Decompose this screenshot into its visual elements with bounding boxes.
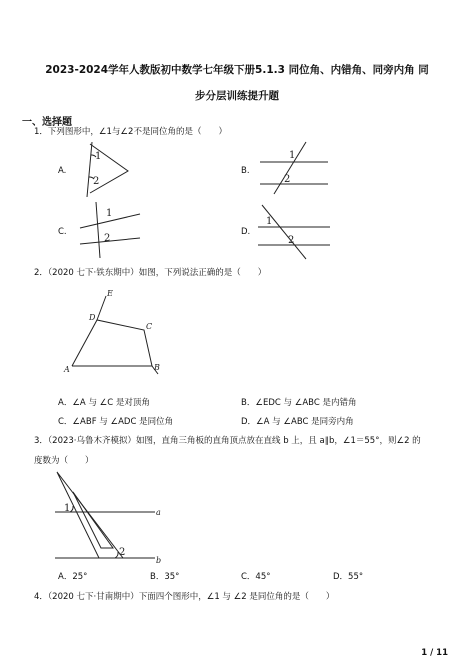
document-title-line1: 2023-2024学年人教版初中数学七年级下册5.1.3 同位角、内错角、同旁内角 同 (45, 64, 429, 76)
svg-text:C: C (146, 322, 153, 331)
q2-option-d: D．∠A 与 ∠ABC 是同旁内角 (241, 417, 354, 427)
q1-figure-c (78, 200, 148, 260)
svg-text:B: B (154, 363, 160, 372)
q1-figure-b (256, 140, 336, 195)
question-3-text-line1: 3．（2023·乌鲁木齐模拟）如图，直角三角板的直角顶点放在直线 b 上，且 a∥b，∠1＝55°，则∠2 的 (34, 436, 421, 446)
svg-text:1: 1 (266, 216, 273, 227)
svg-text:2: 2 (93, 176, 100, 187)
question-1-text: 1．下列图形中，∠1与∠2不是同位角的是（ ） (34, 127, 227, 137)
q1-option-d-label: D. (241, 227, 251, 237)
svg-text:a: a (156, 508, 161, 517)
q1-figure-d (256, 203, 336, 263)
q2-quadrilateral-figure (60, 286, 170, 376)
svg-text:1: 1 (64, 503, 71, 514)
q3-option-d: D．55° (333, 572, 364, 582)
q2-option-c: C．∠ABF 与 ∠ADC 是同位角 (58, 417, 174, 427)
svg-text:D: D (89, 313, 96, 322)
svg-text:1: 1 (289, 150, 296, 161)
question-4-text: 4．（2020 七下·甘南期中）下面四个图形中，∠1 与 ∠2 是同位角的是（ ） (34, 592, 335, 602)
q1-option-c-label: C. (58, 227, 67, 237)
section-heading: 一、选择题 (22, 117, 72, 128)
question-3-text-line2: 度数为（ ） (34, 456, 94, 466)
q2-option-b: B．∠EDC 与 ∠ABC 是内错角 (241, 398, 357, 408)
document-title-line2: 步分层训练提升题 (195, 90, 279, 102)
q3-option-b: B．35° (150, 572, 180, 582)
svg-text:2: 2 (104, 233, 111, 244)
question-2-text: 2．（2020 七下·铁东期中）如图，下列说法正确的是（ ） (34, 268, 267, 278)
svg-text:A: A (64, 365, 70, 374)
q3-option-a: A．25° (58, 572, 88, 582)
q1-figure-a (80, 142, 140, 197)
svg-text:2: 2 (284, 174, 291, 185)
page-number: 1 / 11 (421, 648, 448, 658)
q2-option-a: A．∠A 与 ∠C 是对顶角 (58, 398, 150, 408)
svg-text:2: 2 (119, 547, 126, 558)
q1-option-a-label: A. (58, 166, 67, 176)
svg-text:b: b (156, 556, 162, 565)
q3-triangle-figure (55, 466, 175, 566)
svg-text:2: 2 (288, 235, 295, 246)
q3-option-c: C．45° (241, 572, 271, 582)
svg-text:E: E (107, 289, 113, 298)
svg-text:1: 1 (95, 151, 102, 162)
q1-option-b-label: B. (241, 166, 250, 176)
svg-text:1: 1 (106, 208, 113, 219)
